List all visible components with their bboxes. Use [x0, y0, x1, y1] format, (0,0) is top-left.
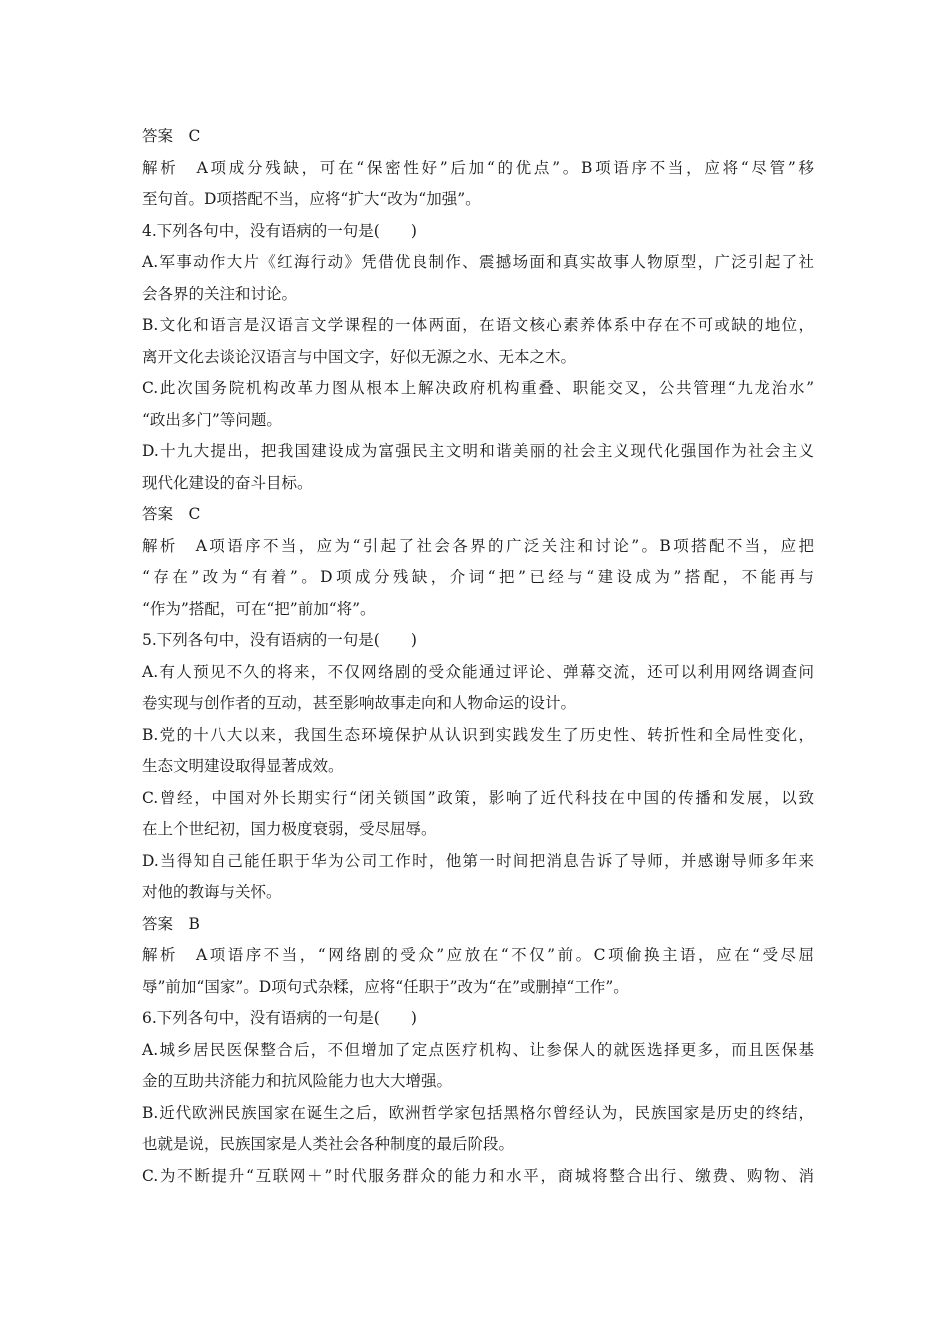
document-page [142, 121, 814, 1192]
answer-line: 答案 B [142, 914, 200, 933]
option-a-line: 会各界的关注和讨论。 [142, 284, 298, 303]
analysis-line: “作为”搭配，可在“把”前加“将”。 [142, 599, 376, 618]
option-c-line: C.曾经，中国对外长期实行“闭关锁国”政策，影响了近代科技在中国的传播和发展，以致 [142, 788, 814, 807]
option-a-line: 金的互助共济能力和抗风险能力也大大增强。 [142, 1072, 453, 1090]
analysis-line: 解析 A项语序不当，应为“引起了社会各界的广泛关注和讨论”。B项搭配不当，应把 [142, 536, 814, 555]
question-4-title: 4.下列各句中，没有语病的一句是( ) [142, 221, 417, 240]
analysis-line: 解析 A项成分残缺，可在“保密性好”后加“的优点”。B项语序不当，应将“尽管”移 [142, 158, 814, 177]
option-b-line: B.近代欧洲民族国家在诞生之后，欧洲哲学家包括黑格尔曾经认为，民族国家是历史的终结， [142, 1103, 814, 1122]
option-d-line: D.十九大提出，把我国建设成为富强民主文明和谐美丽的社会主义现代化强国作为社会主义 [142, 442, 814, 460]
option-b-line: 也就是说，民族国家是人类社会各种制度的最后阶段。 [142, 1135, 515, 1153]
answer-line: 答案 C [142, 127, 201, 145]
option-a-line: 卷实现与创作者的互动，甚至影响故事走向和人物命运的设计。 [142, 694, 577, 712]
option-b-line: B.文化和语言是汉语言文学课程的一体两面，在语文核心素养体系中存在不可或缺的地位， [142, 316, 814, 334]
option-c-line: “政出多门”等问题。 [142, 410, 282, 429]
option-d-line: 对他的教诲与关怀。 [142, 883, 282, 901]
option-a-line: A.城乡居民医保整合后，不但增加了定点医疗机构、让参保人的就医选择更多，而且医保基 [142, 1040, 814, 1059]
option-d-line: D.当得知自己能任职于华为公司工作时，他第一时间把消息告诉了导师，并感谢导师多年来 [142, 851, 814, 870]
option-d-line: 现代化建设的奋斗目标。 [142, 473, 313, 492]
option-a-line: A.军事动作大片《红海行动》凭借优良制作、震撼场面和真实故事人物原型，广泛引起了社 [142, 253, 814, 271]
analysis-line: 辱”前加“国家”。D项句式杂糅，应将“任职于”改为“在”或删掉“工作”。 [142, 977, 629, 996]
option-a-line: A.有人预见不久的将来，不仅网络剧的受众能通过评论、弹幕交流，还可以利用网络调查问 [142, 662, 814, 681]
analysis-line: 解析 A项语序不当，“网络剧的受众”应放在“不仅”前。C项偷换主语，应在“受尽屈 [142, 946, 814, 964]
question-6-title: 6.下列各句中，没有语病的一句是( ) [142, 1009, 417, 1027]
analysis-line: 至句首。D项搭配不当，应将“扩大“改为“加强”。 [142, 190, 481, 208]
analysis-line: “存在”改为“有着”。D项成分残缺，介词“把”已经与“建设成为”搭配，不能再与 [142, 568, 814, 586]
option-b-line: 生态文明建设取得显著成效。 [142, 757, 344, 775]
option-b-line: 离开文化去谈论汉语言与中国文字，好似无源之水、无本之木。 [142, 347, 577, 366]
option-c-line: C.此次国务院机构改革力图从根本上解决政府机构重叠、职能交叉，公共管理“九龙治水” [142, 379, 814, 397]
question-5-title: 5.下列各句中，没有语病的一句是( ) [142, 631, 417, 649]
option-c-line: 在上个世纪初，国力极度衰弱，受尽屈辱。 [142, 820, 437, 838]
option-c-line: C.为不断提升“互联网＋”时代服务群众的能力和水平，商城将整合出行、缴费、购物、消 [142, 1166, 814, 1185]
option-b-line: B.党的十八大以来，我国生态环境保护从认识到实践发生了历史性、转折性和全局性变化， [142, 725, 814, 744]
answer-line: 答案 C [142, 505, 201, 523]
